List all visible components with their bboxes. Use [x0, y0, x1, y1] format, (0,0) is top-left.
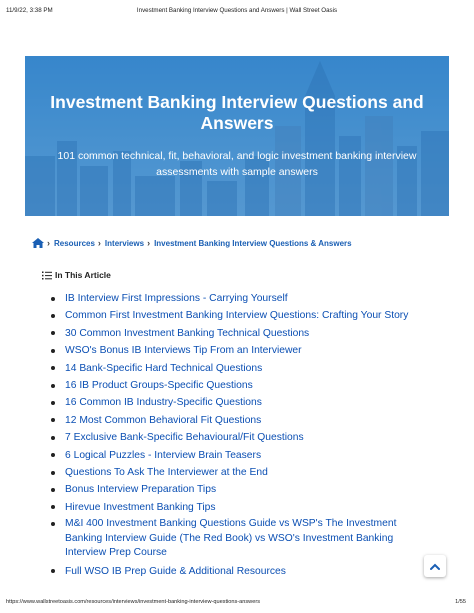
toc-link[interactable]: 12 Most Common Behavioral Fit Questions: [65, 414, 262, 426]
print-page-number: 1/55: [455, 599, 466, 605]
toc-link[interactable]: Hirevue Investment Banking Tips: [65, 501, 216, 513]
page-subtitle: 101 common technical, fit, behavioral, and logic investment banking interview assessments with sample answers: [57, 150, 417, 178]
chevron-up-icon: [430, 563, 440, 570]
list-icon: [42, 271, 52, 280]
breadcrumb: [32, 236, 352, 250]
toc-item[interactable]: [50, 325, 430, 342]
toc-item[interactable]: [50, 342, 430, 359]
breadcrumb-item-current[interactable]: Investment Banking Interview Questions & Answers: [154, 238, 352, 248]
toc-link[interactable]: Bonus Interview Preparation Tips: [65, 484, 217, 496]
toc-link[interactable]: 6 Logical Puzzles - Interview Brain Teasers: [65, 449, 262, 461]
toc-link[interactable]: M&I 400 Investment Banking Questions Guide vs WSP's The Investment Banking Interview Guide (The Red Book) vs WSO's Investment Banking Interview Prep Course: [65, 518, 397, 559]
toc-link[interactable]: IB Interview First Impressions - Carrying Yourself: [65, 293, 288, 304]
toc-item[interactable]: [50, 516, 430, 563]
print-title: Investment Banking Interview Questions and Answers | Wall Street Oasis: [136, 7, 338, 14]
toc-link[interactable]: 30 Common Investment Banking Technical Questions: [65, 327, 310, 339]
toc-link[interactable]: Full WSO IB Prep Guide & Additional Resources: [65, 565, 286, 577]
table-of-contents: [50, 290, 430, 580]
scroll-to-top-button[interactable]: [424, 555, 446, 577]
chevron-right-icon: ›: [47, 238, 50, 248]
toc-link[interactable]: 14 Bank-Specific Hard Technical Questions: [65, 362, 263, 374]
toc-item[interactable]: [50, 307, 430, 324]
print-footer: [0, 596, 474, 610]
page-title: Investment Banking Interview Questions and Answers: [50, 92, 424, 133]
breadcrumb-item-resources[interactable]: Resources: [54, 238, 95, 248]
toc-item[interactable]: [50, 290, 430, 307]
toc-item[interactable]: [50, 360, 430, 377]
chevron-right-icon: ›: [97, 238, 101, 248]
toc-item[interactable]: [50, 499, 430, 516]
home-icon[interactable]: [32, 238, 44, 248]
chevron-right-icon: ›: [147, 238, 151, 248]
toc-item[interactable]: [50, 394, 430, 411]
toc-item[interactable]: [50, 563, 430, 580]
toc-link[interactable]: Questions To Ask The Interviewer at the End: [65, 467, 268, 479]
print-datetime: 11/9/22, 3:38 PM: [6, 7, 53, 14]
print-url: https://www.wallstreetoasis.com/resources/interviews/investment-banking-interview-questions-answers: [6, 599, 260, 605]
toc-item[interactable]: [50, 412, 430, 429]
breadcrumb-item-interviews[interactable]: Interviews: [104, 238, 145, 248]
toc-item[interactable]: [50, 429, 430, 446]
print-header: [0, 0, 474, 20]
toc-item[interactable]: [50, 447, 430, 464]
toc-heading: [42, 270, 111, 280]
toc-item[interactable]: [50, 464, 430, 481]
toc-item[interactable]: [50, 377, 430, 394]
toc-link[interactable]: 16 Common IB Industry-Specific Questions: [65, 397, 262, 409]
toc-link[interactable]: WSO's Bonus IB Interviews Tip From an Interviewer: [65, 345, 302, 357]
hero-banner: [25, 56, 449, 216]
toc-link[interactable]: Common First Investment Banking Interview Questions: Crafting Your Story: [65, 310, 409, 322]
toc-link[interactable]: 16 IB Product Groups-Specific Questions: [65, 380, 253, 392]
toc-link[interactable]: 7 Exclusive Bank-Specific Behavioural/Fit Questions: [65, 432, 304, 444]
toc-item[interactable]: [50, 481, 430, 498]
toc-heading-label: In This Article: [55, 270, 111, 280]
